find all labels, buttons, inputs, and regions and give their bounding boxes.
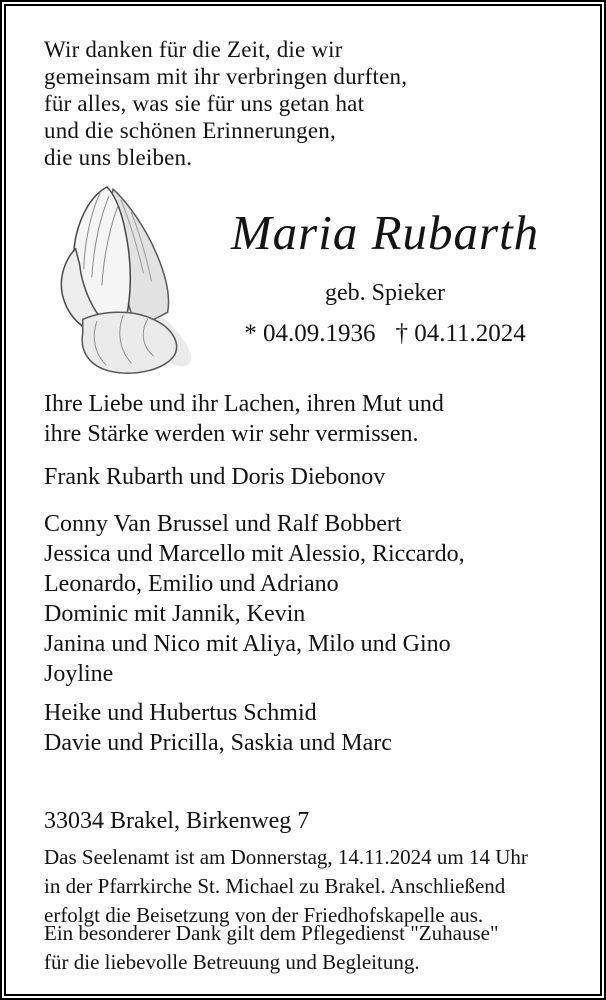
death-date: † 04.11.2024	[395, 320, 526, 347]
praying-hands-icon	[22, 186, 198, 381]
service-line: Das Seelenamt ist am Donnerstag, 14.11.2024 um 14 Uhr	[44, 845, 528, 869]
mourner-line: Davie und Pricilla, Saskia und Marc	[44, 730, 392, 756]
opening-line: für alles, was sie für uns getan hat	[44, 91, 365, 116]
mourner-line: Leonardo, Emilio und Adriano	[44, 571, 339, 597]
mourners-group-3	[44, 698, 574, 758]
thanks-text	[44, 919, 579, 977]
opening-line: die uns bleiben.	[44, 145, 193, 170]
mourner-line: Janina und Nico mit Aliya, Milo und Gino	[44, 631, 451, 657]
tribute-line: Ihre Liebe und ihr Lachen, ihren Mut und	[44, 391, 444, 417]
tribute-line: ihre Stärke werden wir sehr vermissen.	[44, 421, 419, 447]
mourners-group-1	[44, 462, 574, 492]
mourners-group-2	[44, 509, 574, 689]
birth-date: * 04.09.1936	[244, 320, 376, 347]
deceased-block	[196, 204, 574, 348]
mourner-line: Jessica und Marcello mit Alessio, Riccardo,	[44, 541, 465, 567]
mourner-line: Dominic mit Jannik, Kevin	[44, 601, 306, 627]
inner-frame	[4, 4, 602, 996]
service-line: erfolgt die Beisetzung von der Friedhofskapelle aus.	[44, 903, 484, 927]
mourner-line: Frank Rubarth und Doris Diebonov	[44, 464, 386, 490]
opening-line: und die schönen Erinnerungen,	[44, 118, 336, 143]
service-info	[44, 843, 579, 930]
address-line: 33034 Brakel, Birkenweg 7	[44, 808, 310, 834]
deceased-name: Maria Rubarth	[230, 205, 540, 260]
opening-line: Wir danken für die Zeit, die wir	[44, 37, 343, 62]
service-line: in der Pfarrkirche St. Michael zu Brakel. Anschließend	[44, 874, 506, 898]
opening-line: gemeinsam mit ihr verbringen durften,	[44, 64, 408, 89]
thanks-line: für die liebevolle Betreuung und Begleitung.	[44, 950, 420, 974]
tribute-text	[44, 389, 564, 449]
thanks-line: Ein besonderer Dank gilt dem Pflegedienst "Zuhause"	[44, 921, 499, 945]
mourner-line: Joyline	[44, 661, 114, 687]
mourner-line: Conny Van Brussel und Ralf Bobbert	[44, 511, 402, 537]
maiden-name: geb. Spieker	[325, 280, 445, 306]
opening-text	[44, 36, 564, 171]
life-dates	[196, 320, 574, 348]
mourner-line: Heike und Hubertus Schmid	[44, 700, 317, 726]
